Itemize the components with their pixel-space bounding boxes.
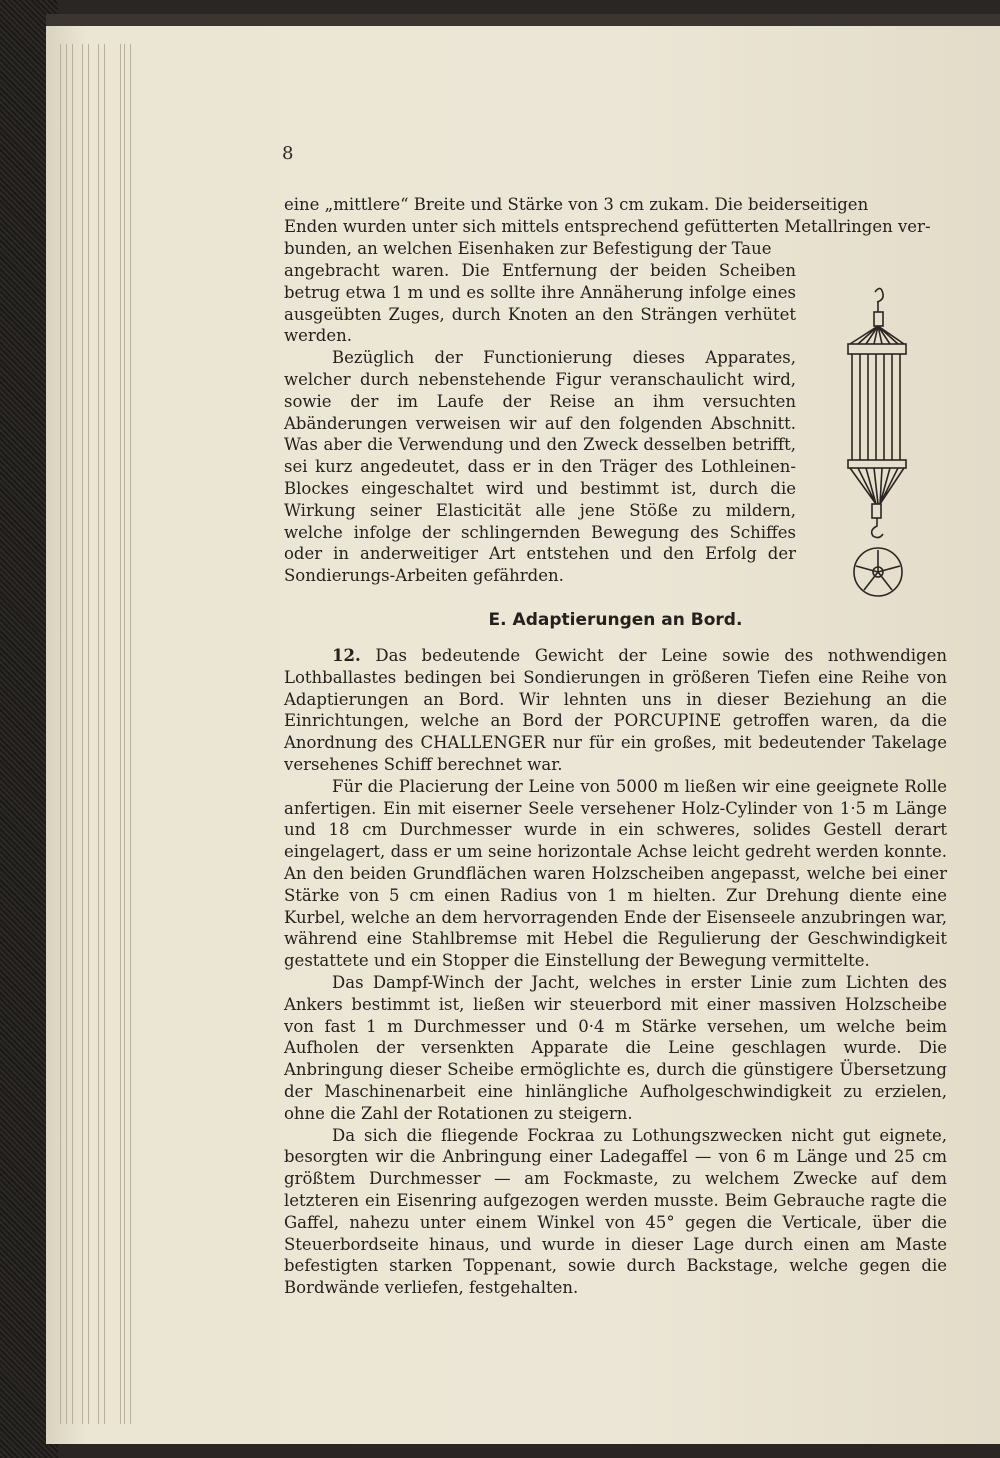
page-top-edge [46,14,1000,26]
paragraph-number: 12. [332,646,361,665]
page-edge-line [98,44,99,1424]
page-edge-line [72,44,73,1424]
intro-text [284,194,947,259]
section-12-text [284,645,947,1299]
page-edge-line [130,44,131,1424]
section-heading: E. Adaptierungen an Bord. [488,610,743,630]
paragraph: angebracht waren. Die Entfernung der beiden Scheiben betrug etwa 1 m und es sollte ihre Annäherung infolge eines ausgeübten Zuges, durch Knoten an den Strängen verhütet werden. [284,261,796,346]
page-edge-line [60,44,61,1424]
paragraph: Bezüglich der Functionierung dieses Apparates, welcher durch nebenstehende Figur veranschaulicht wird, sowie der im Laufe der Reise an ihm versuchten Abänderungen verweisen wir auf den folgenden Abschnitt. Was aber die Verwendung und den Zweck desselben betrifft, sei kurz angedeutet, dass er in den Träger des Lothleinen-Blockes eingeschaltet wird und bestimmt ist, durch die Wirkung seiner Elasticität alle jene Stöße zu mildern, welche infolge der schlingernden Bewegung des Schiffes oder in anderweitiger Art entstehen und den Erfolg der Sondierungs-Arbeiten gefährden. [284,348,796,586]
page-edge-line [66,44,67,1424]
paragraph [284,645,947,776]
page-edge-line [124,44,125,1424]
paragraph: Da sich die fliegende Fockraa zu Lothungszwecken nicht gut eignete, besorgten wir die Anbringung einer Ladegaffel — von 6 m Länge und 25 cm größtem Durchmesser — am Fockmaste, zu welchem Zwecke auf dem letzteren ein Eisenring aufgezogen werden musste. Beim Gebrauche ragte die Gaffel, nahezu unter einem Winkel von 45° gegen die Verticale, über die Steuerbordseite hinaus, und wurde in dieser Lage durch einen am Maste befestigten starken Toppenant, sowie durch Backstage, welche gegen die Bordwände verliefen, festgehalten. [284,1125,947,1298]
narrow-text-block [284,260,796,587]
page-edge-line [120,44,121,1424]
page-edge-line [82,44,83,1424]
page-number: 8 [282,143,294,164]
sounding-apparatus-icon [838,282,920,612]
text-line: eine „mittlere“ Breite und Stärke von 3 cm zukam. Die beiderseitigen [284,195,869,214]
text-line: bunden, an welchen Eisenhaken zur Befestigung der Taue [284,238,772,258]
paragraph: Für die Placierung der Leine von 5000 m ließen wir eine geeignete Rolle anfertigen. Ein mit eiserner Seele versehener Holz-Cylinder von 1·5 m Länge und 18 cm Durchmesser wurde in ein schweres, solides Gestell derart eingelagert, dass er um seine horizontale Achse leicht gedreht werden konnte. An den beiden Grundflächen waren Holzscheiben angepasst, welche bei einer Stärke von 5 cm einen Radius von 1 m hielten. Zur Drehung diente eine Kurbel, welche an dem hervorragenden Ende der Eisenseele anzubringen war, während eine Stahlbremse mit Hebel die Regulierung der Geschwindigkeit gestattete und ein Stopper die Einstellung der Bewegung vermittelte. [284,776,947,971]
page-edge-line [104,44,105,1424]
paragraph: Das Dampf-Winch der Jacht, welches in erster Linie zum Lichten des Ankers bestimmt ist, ließen wir steuerbord mit einer massiven Holzscheibe von fast 1 m Durchmesser und 0·4 m Stärke versehen, um welche beim Aufholen der versenkten Apparate die Leine geschlagen wurde. Die Anbringung dieser Scheibe ermöglichte es, durch die günstigere Übersetzung der Maschinenarbeit eine hinlängliche Aufholgeschwindigkeit zu erzielen, ohne die Zahl der Rotationen zu steigern. [284,972,947,1123]
page-edge-line [88,44,89,1424]
text-line: Enden wurden unter sich mittels entsprechend gefütterten Metallringen ver- [284,216,931,236]
paragraph-text: Das bedeutende Gewicht der Leine sowie des nothwendigen Lothballastes bedingen bei Sondierungen in größeren Tiefen eine Reihe von Adaptierungen an Bord. Wir lehnten uns in dieser Beziehung an die Einrichtungen, welche an Bord der PORCUPINE getroffen waren, da die Anordnung des CHALLENGER nur für ein großes, mit bedeutender Takelage versehenes Schiff berechnet war. [284,646,948,774]
